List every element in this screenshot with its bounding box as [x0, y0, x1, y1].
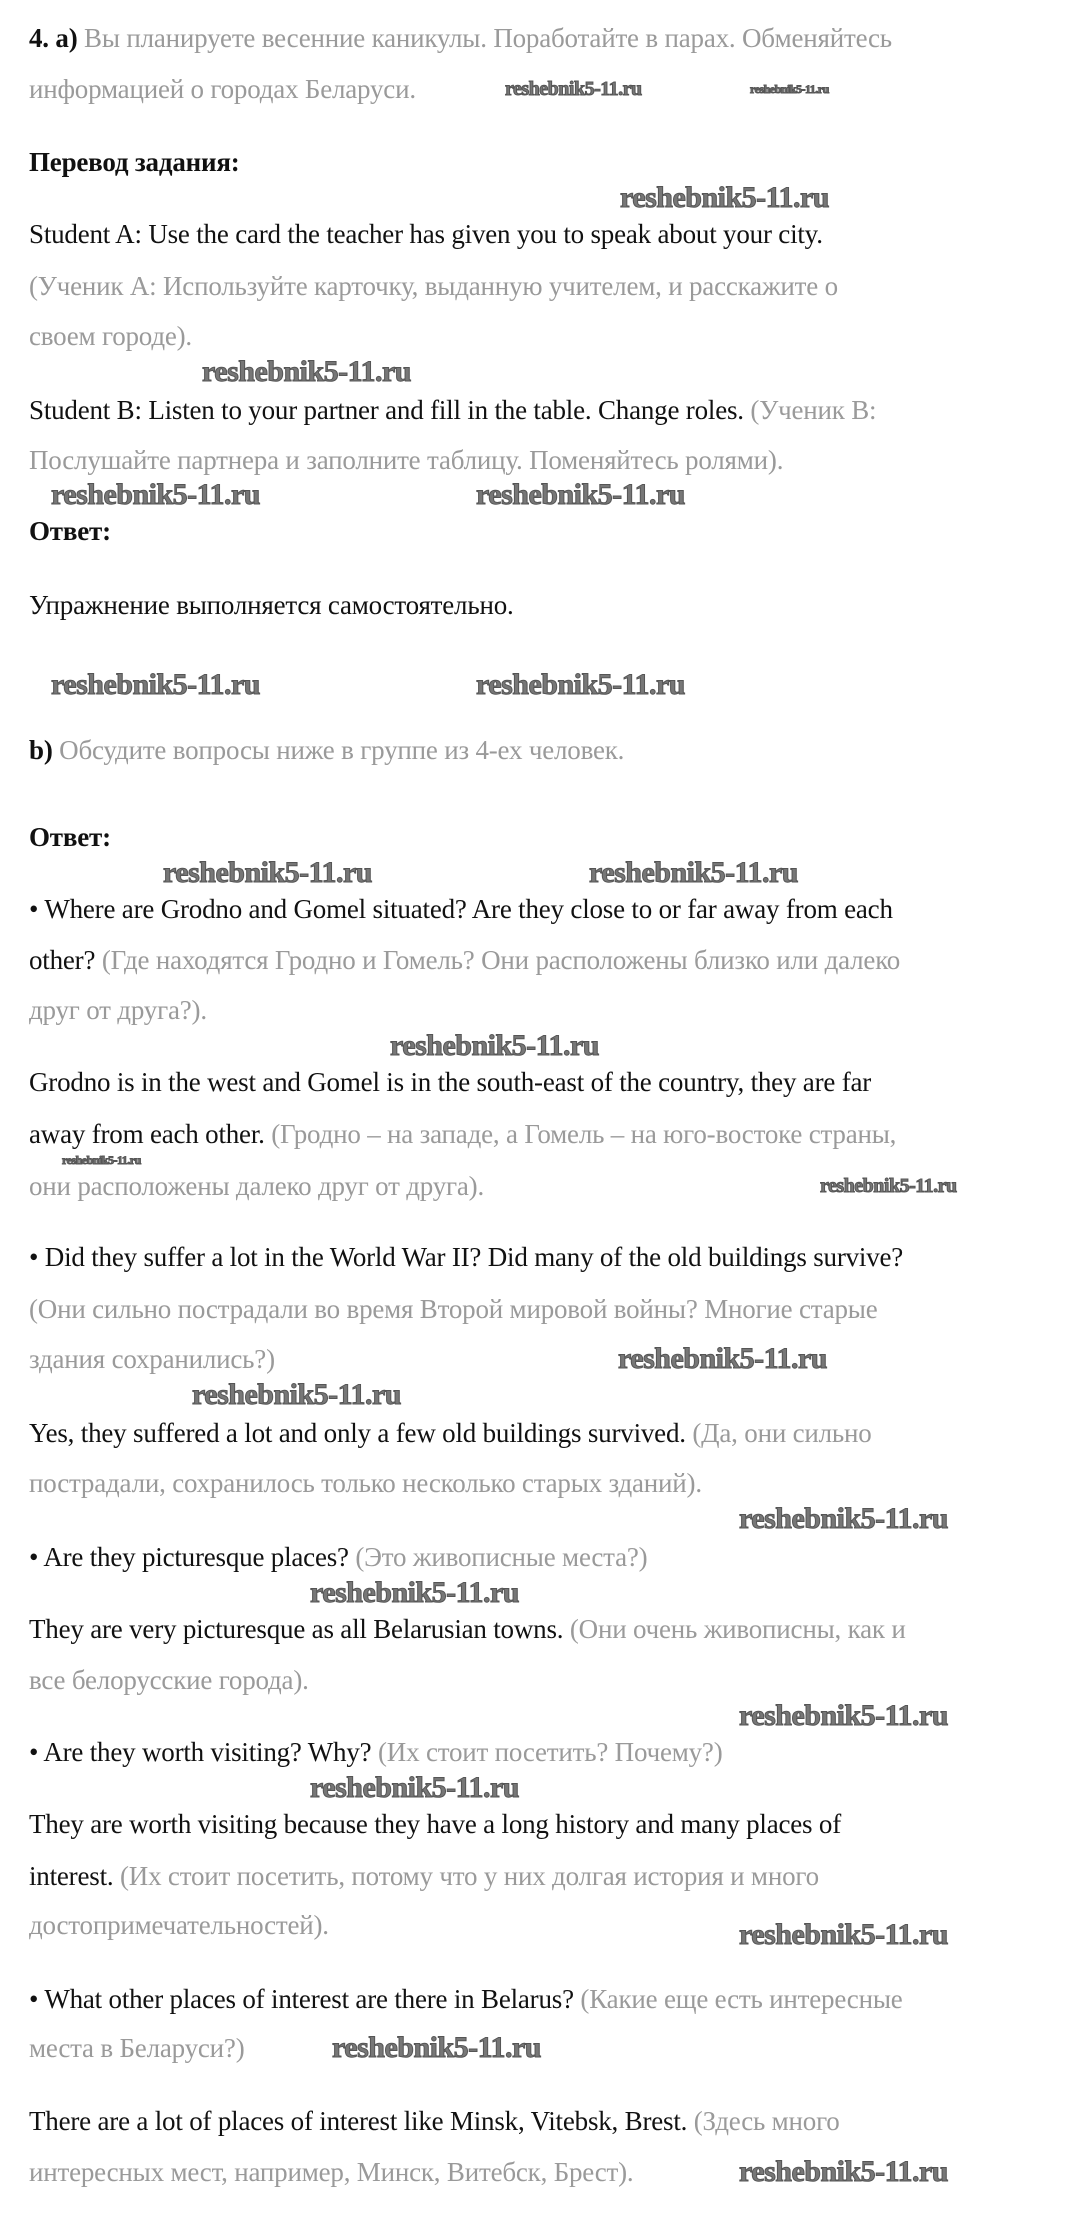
text-line: [29, 516, 111, 546]
translation-text: пострадали, сохранилось только несколько старых зданий).: [29, 1468, 702, 1498]
english-text: Grodno is in the west and Gomel is in the south-east of the country, they are far: [29, 1067, 872, 1097]
text-line: [29, 2157, 633, 2187]
english-text: They are worth visiting because they have a long history and many places of: [29, 1809, 841, 1839]
text-line: [29, 1119, 896, 1149]
watermark: reshebnik5-11.ru: [62, 1153, 141, 1167]
english-text: Yes, they suffered a lot and only a few old buildings survived.: [29, 1418, 693, 1448]
watermark: reshebnik5-11.ru: [310, 1771, 519, 1804]
watermark: reshebnik5-11.ru: [390, 1029, 599, 1062]
text-line: [29, 894, 893, 924]
english-text: They are very picturesque as all Belarusian towns.: [29, 1614, 570, 1644]
text-line: [29, 1418, 872, 1448]
english-text: Упражнение выполняется самостоятельно.: [29, 590, 514, 620]
translation-text: друг от друга?).: [29, 995, 207, 1025]
english-text: There are a lot of places of interest like Minsk, Vitebsk, Brest.: [29, 2106, 694, 2136]
translation-text: Вы планируете весенние каникулы. Поработайте в парах. Обменяйтесь: [84, 23, 892, 53]
translation-text: Послушайте партнера и заполните таблицу. Поменяйтесь ролями).: [29, 445, 784, 475]
text-line: [29, 1171, 484, 1201]
english-text: • Are they worth visiting? Why?: [29, 1737, 378, 1767]
translation-text: (Ученик А: Используйте карточку, выданную учителем, и расскажите о: [29, 271, 838, 301]
watermark: reshebnik5-11.ru: [620, 181, 829, 214]
watermark: reshebnik5-11.ru: [192, 1378, 401, 1411]
text-line: [29, 395, 876, 425]
text-line: [29, 147, 240, 177]
text-line: [29, 590, 514, 620]
english-text: interest.: [29, 1861, 120, 1891]
text-line: [29, 735, 624, 765]
heading-text: Ответ:: [29, 516, 111, 546]
watermark: reshebnik5-11.ru: [51, 478, 260, 511]
translation-text: достопримечательностей).: [29, 1910, 329, 1940]
translation-text: все белорусские города).: [29, 1665, 309, 1695]
watermark: reshebnik5-11.ru: [476, 478, 685, 511]
text-line: [29, 1984, 903, 2014]
english-text: away from each other.: [29, 1119, 272, 1149]
text-line: [29, 1242, 903, 1272]
translation-text: (Да, они сильно: [692, 1418, 872, 1448]
text-line: [29, 945, 900, 975]
text-line: [29, 995, 207, 1025]
text-line: [29, 1809, 841, 1839]
watermark: reshebnik5-11.ru: [51, 668, 260, 701]
watermark: reshebnik5-11.ru: [163, 856, 372, 889]
translation-text: (Это живописные места?): [355, 1542, 648, 1572]
watermark: reshebnik5-11.ru: [739, 1502, 948, 1535]
translation-text: места в Беларуси?): [29, 2033, 245, 2063]
translation-text: Обсудите вопросы ниже в группе из 4-ех человек.: [59, 735, 625, 765]
translation-text: (Их стоит посетить, потому что у них долгая история и много: [119, 1861, 819, 1891]
translation-text: (Здесь много: [693, 2106, 840, 2136]
text-line: [29, 1468, 702, 1498]
text-line: [29, 2106, 840, 2136]
heading-text: Перевод задания:: [29, 147, 240, 177]
watermark: reshebnik5-11.ru: [310, 1576, 519, 1609]
text-line: [29, 1542, 647, 1572]
translation-text: (Какие еще есть интересные: [580, 1984, 903, 2014]
english-text: • Where are Grodno and Gomel situated? Are they close to or far away from each: [29, 894, 893, 924]
english-text: • What other places of interest are there in Belarus?: [29, 1984, 581, 2014]
text-line: [29, 23, 892, 53]
watermark: reshebnik5-11.ru: [589, 856, 798, 889]
text-line: [29, 1861, 819, 1891]
text-line: [29, 2033, 245, 2063]
text-line: [29, 219, 823, 249]
english-text: • Are they picturesque places?: [29, 1542, 356, 1572]
watermark: reshebnik5-11.ru: [332, 2031, 541, 2064]
text-line: [29, 74, 416, 104]
translation-text: (Их стоит посетить? Почему?): [378, 1737, 723, 1767]
watermark: reshebnik5-11.ru: [820, 1175, 957, 1197]
watermark: reshebnik5-11.ru: [739, 1918, 948, 1951]
english-text: Student A: Use the card the teacher has given you to speak about your city.: [29, 219, 823, 249]
watermark: reshebnik5-11.ru: [618, 1342, 827, 1375]
text-line: [29, 271, 838, 301]
english-text: Student B: Listen to your partner and fill in the table. Change roles.: [29, 395, 751, 425]
text-line: [29, 1614, 906, 1644]
watermark: reshebnik5-11.ru: [202, 355, 411, 388]
translation-text: интересных мест, например, Минск, Витебск, Брест).: [29, 2157, 634, 2187]
text-line: [29, 1294, 878, 1324]
text-line: [29, 321, 192, 351]
watermark: reshebnik5-11.ru: [739, 2155, 948, 2188]
watermark: reshebnik5-11.ru: [505, 78, 642, 100]
english-text: • Did they suffer a lot in the World War II? Did many of the old buildings survive?: [29, 1242, 904, 1272]
text-line: [29, 445, 783, 475]
translation-text: здания сохранились?): [29, 1344, 275, 1374]
text-line: [29, 1344, 275, 1374]
watermark: reshebnik5-11.ru: [750, 82, 829, 96]
text-line: [29, 1665, 309, 1695]
heading-text: Ответ:: [29, 822, 111, 852]
text-line: [29, 822, 111, 852]
translation-text: (Ученик В:: [750, 395, 877, 425]
text-line: [29, 1737, 723, 1767]
heading-text: b): [29, 735, 60, 765]
translation-text: они расположены далеко друг от друга).: [29, 1171, 485, 1201]
translation-text: информацией о городах Беларуси.: [29, 74, 416, 104]
translation-text: своем городе).: [29, 321, 192, 351]
watermark: reshebnik5-11.ru: [476, 668, 685, 701]
watermark: reshebnik5-11.ru: [739, 1699, 948, 1732]
heading-text: 4. а): [29, 23, 85, 53]
translation-text: (Они очень живописны, как и: [569, 1614, 906, 1644]
english-text: other?: [29, 945, 102, 975]
translation-text: (Они сильно пострадали во время Второй мировой войны? Многие старые: [29, 1294, 878, 1324]
text-line: [29, 1067, 871, 1097]
translation-text: (Где находятся Гродно и Гомель? Они расположены близко или далеко: [101, 945, 901, 975]
translation-text: (Гродно – на западе, а Гомель – на юго-востоке страны,: [271, 1119, 897, 1149]
text-line: [29, 1910, 329, 1940]
